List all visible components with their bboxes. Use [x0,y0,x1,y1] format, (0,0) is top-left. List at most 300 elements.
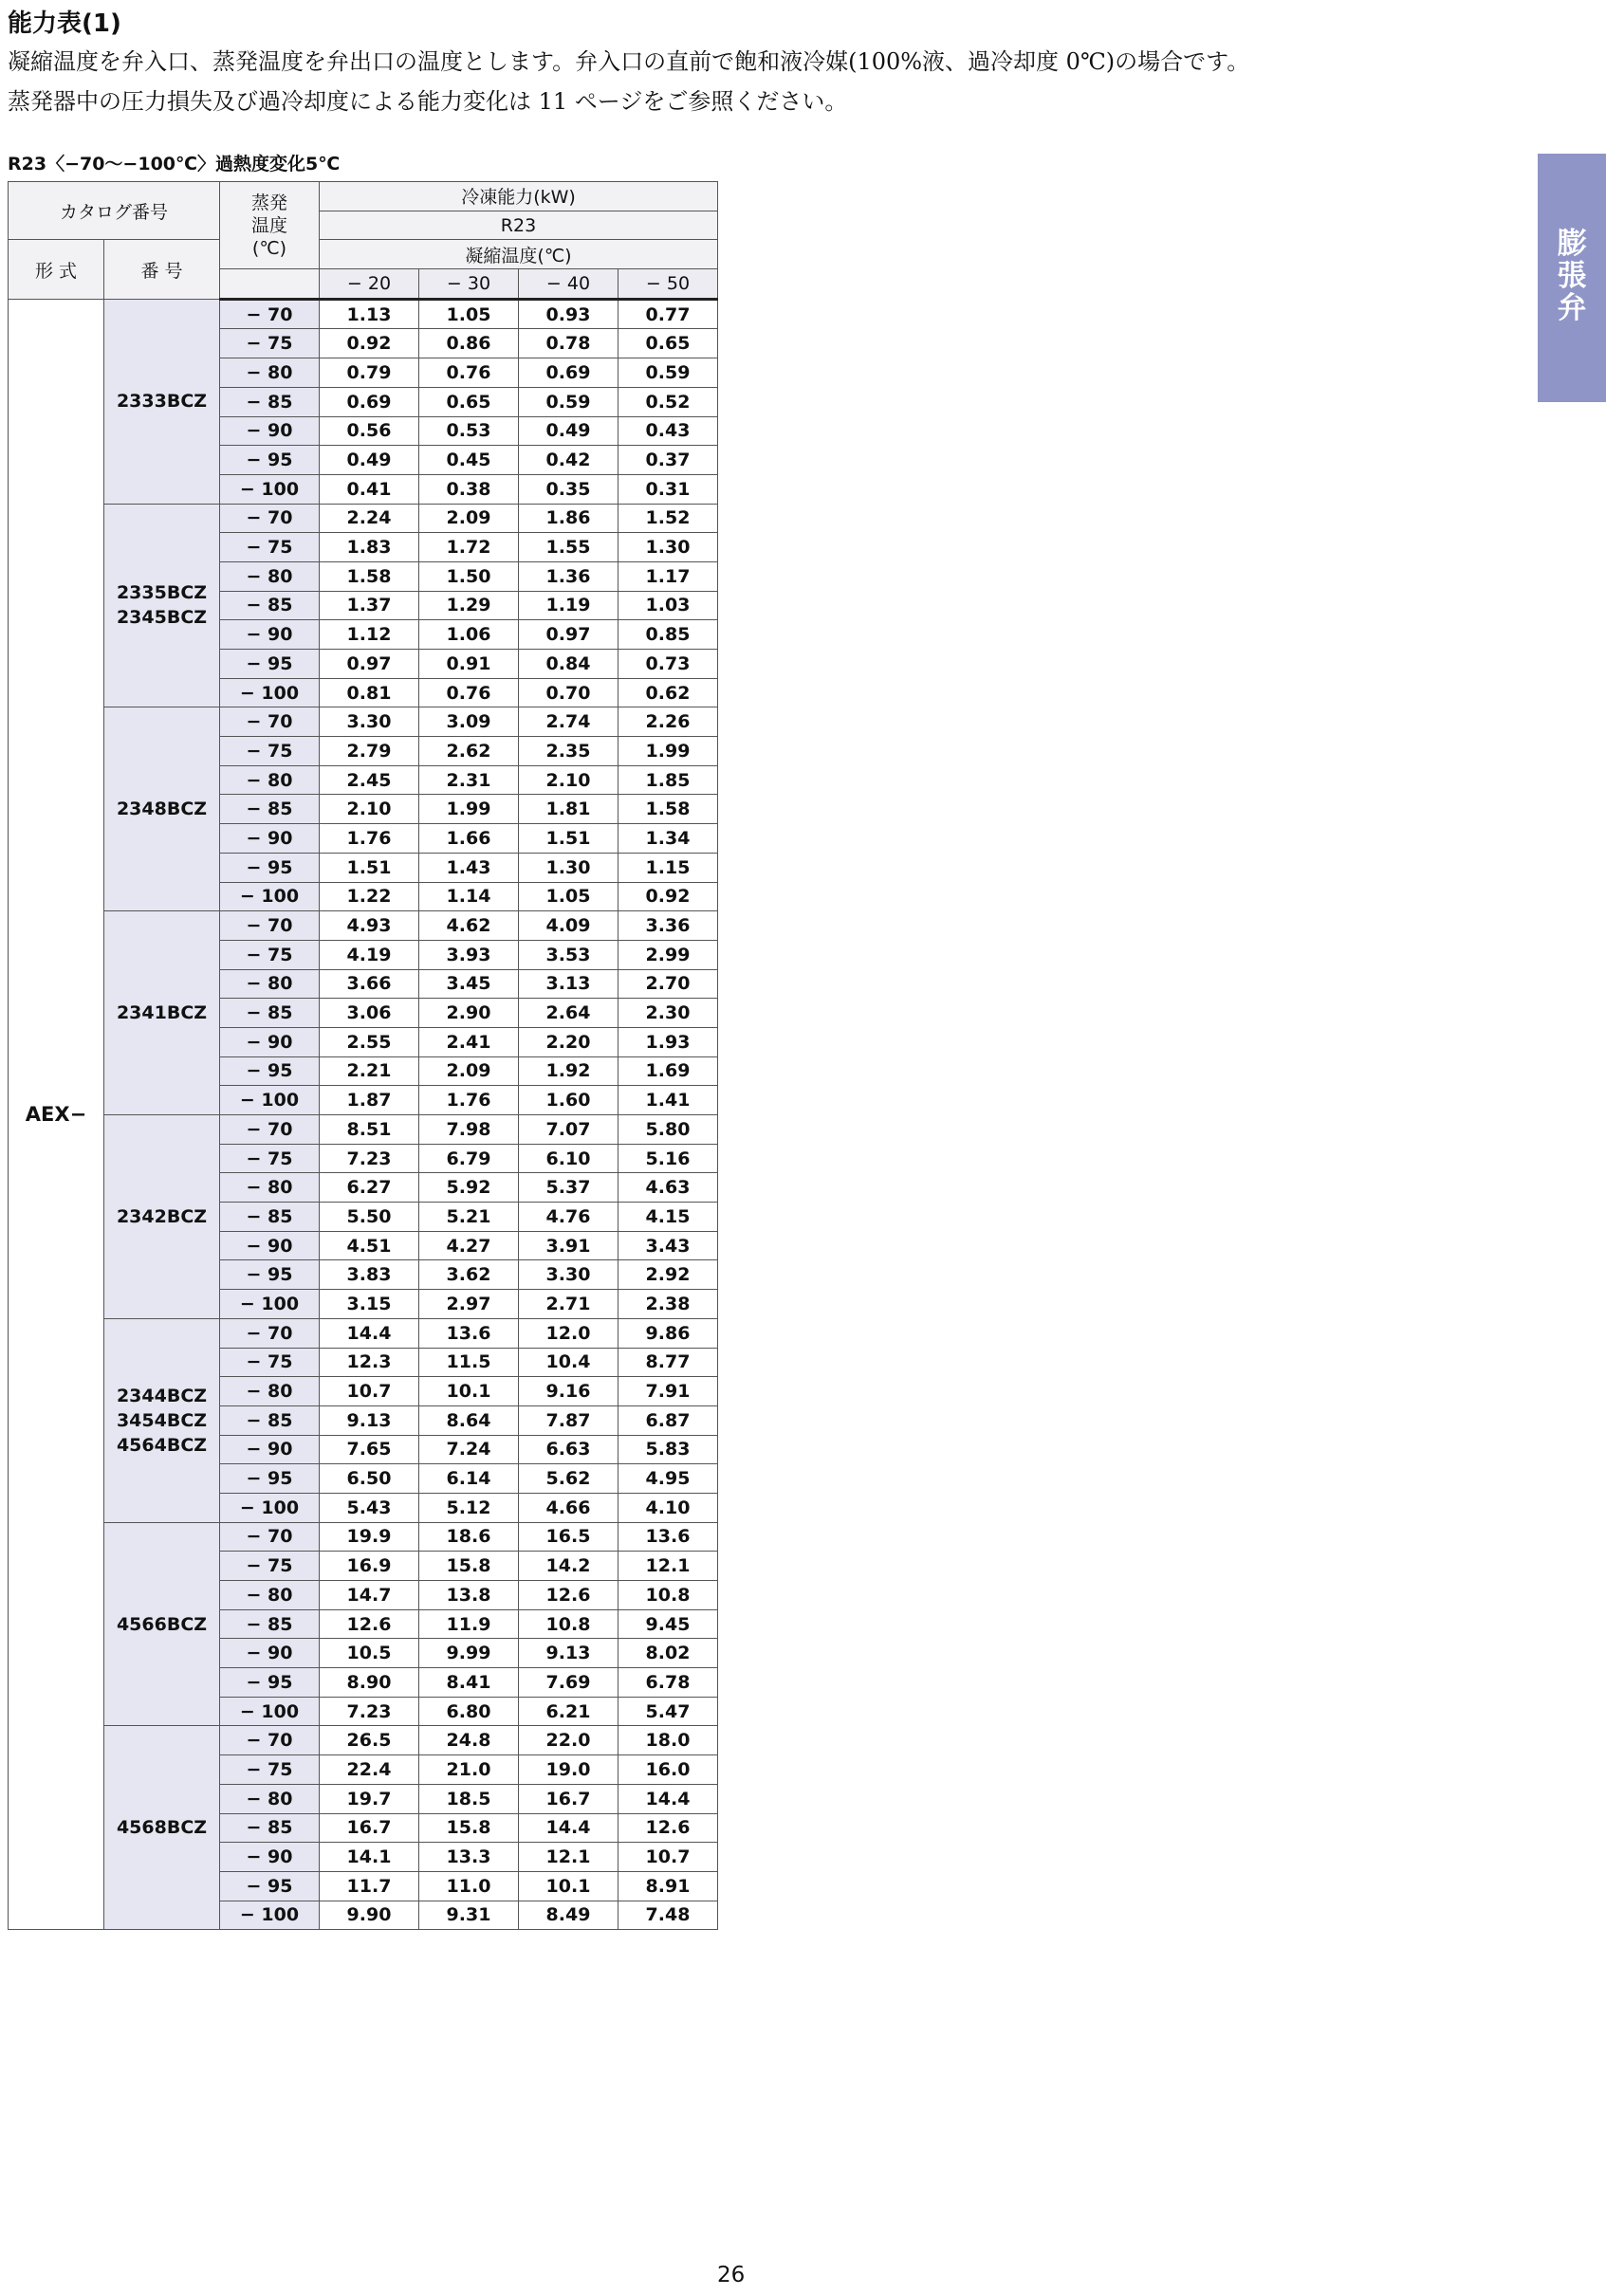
model-number: 4568BCZ [116,1817,208,1839]
capacity-value: 2.92 [618,1260,718,1290]
capacity-value: 6.80 [419,1697,519,1726]
capacity-value: 4.19 [320,940,419,969]
capacity-value: 6.21 [519,1697,618,1726]
capacity-value: 9.99 [419,1639,519,1668]
section-tab-char: 膨 [1557,227,1587,261]
capacity-value: 0.65 [618,329,718,358]
capacity-value: 0.92 [320,329,419,358]
capacity-value: 1.76 [419,1086,519,1115]
catalog-number-header: カタログ番号 [9,182,220,240]
evap-temp-cell: − 70 [220,1522,320,1552]
capacity-value: 10.5 [320,1639,419,1668]
capacity-value: 11.9 [419,1609,519,1639]
capacity-value: 5.47 [618,1697,718,1726]
capacity-value: 26.5 [320,1726,419,1755]
capacity-value: 14.1 [320,1843,419,1872]
model-cell [104,1726,220,1930]
capacity-value: 9.13 [320,1405,419,1435]
capacity-value: 8.64 [419,1405,519,1435]
evap-temp-cell: − 75 [220,1144,320,1173]
capacity-value: 12.6 [320,1609,419,1639]
capacity-value: 14.2 [519,1552,618,1581]
capacity-value: 2.09 [419,504,519,533]
capacity-value: 2.09 [419,1056,519,1086]
evap-temp-cell: − 80 [220,561,320,591]
capacity-value: 16.7 [519,1784,618,1813]
capacity-value: 0.85 [618,620,718,650]
capacity-value: 8.90 [320,1668,419,1698]
evap-temp-cell: − 95 [220,853,320,882]
capacity-value: 1.06 [419,620,519,650]
capacity-value: 2.35 [519,737,618,766]
capacity-value: 16.5 [519,1522,618,1552]
capacity-value: 19.7 [320,1784,419,1813]
intro-line-2: 蒸発器中の圧力損失及び過冷却度による能力変化は 11 ページをご参照ください。 [8,88,848,115]
capacity-value: 1.50 [419,561,519,591]
capacity-value: 2.62 [419,737,519,766]
capacity-value: 1.05 [419,299,519,329]
evap-temp-cell: − 100 [220,1697,320,1726]
capacity-value: 1.41 [618,1086,718,1115]
capacity-value: 16.0 [618,1755,718,1785]
table-row [9,1522,718,1552]
capacity-value: 8.49 [519,1901,618,1930]
model-number: 4564BCZ [116,1434,208,1456]
refrigerant-header: R23 [320,211,718,240]
capacity-value: 9.16 [519,1377,618,1406]
evap-temp-cell: − 85 [220,591,320,620]
model-number: 4566BCZ [116,1613,208,1635]
capacity-value: 2.38 [618,1290,718,1319]
capacity-value: 7.07 [519,1115,618,1145]
capacity-value: 1.83 [320,533,419,562]
capacity-value: 1.92 [519,1056,618,1086]
evap-temp-cell: − 85 [220,1609,320,1639]
capacity-value: 22.4 [320,1755,419,1785]
capacity-value: 10.1 [519,1871,618,1901]
capacity-value: 1.13 [320,299,419,329]
capacity-value: 15.8 [419,1813,519,1843]
number-header: 番 号 [104,240,220,299]
capacity-value: 2.64 [519,999,618,1028]
capacity-value: 8.77 [618,1348,718,1377]
capacity-value: 19.0 [519,1755,618,1785]
evap-temp-cell: − 70 [220,299,320,329]
table-caption: R23〈−70〜−100℃〉過熱度変化5℃ [8,154,341,174]
capacity-value: 1.19 [519,591,618,620]
capacity-value: 10.8 [519,1609,618,1639]
capacity-value: 0.59 [618,358,718,388]
evap-temp-cell: − 90 [220,416,320,446]
capacity-value: 11.7 [320,1871,419,1901]
capacity-value: 3.93 [419,940,519,969]
evap-temp-cell: − 70 [220,1726,320,1755]
capacity-value: 2.21 [320,1056,419,1086]
model-cell [104,1318,220,1522]
capacity-value: 0.73 [618,650,718,679]
evap-temp-cell: − 95 [220,1668,320,1698]
evap-temp-cell: − 75 [220,533,320,562]
evap-temp-cell: − 70 [220,1115,320,1145]
model-number: 2335BCZ [116,582,208,604]
capacity-value: 1.87 [320,1086,419,1115]
evap-temp-cell: − 75 [220,329,320,358]
intro-line-1: 凝縮温度を弁入口、蒸発温度を弁出口の温度とします。弁入口の直前で飽和液冷媒(100%液、過冷却度 0℃)の場合です。 [8,48,1250,75]
capacity-value: 1.15 [618,853,718,882]
capacity-value: 5.37 [519,1173,618,1203]
capacity-value: 0.81 [320,678,419,707]
capacity-value: 0.45 [419,446,519,475]
cond-temp-col: − 20 [320,269,419,300]
capacity-value: 0.97 [519,620,618,650]
capacity-value: 1.76 [320,824,419,854]
capacity-value: 3.15 [320,1290,419,1319]
capacity-value: 1.58 [320,561,419,591]
capacity-value: 1.86 [519,504,618,533]
capacity-value: 5.62 [519,1464,618,1494]
capacity-value: 7.24 [419,1435,519,1464]
evap-temp-cell: − 90 [220,620,320,650]
capacity-value: 12.0 [519,1318,618,1348]
capacity-value: 12.6 [618,1813,718,1843]
capacity-value: 2.24 [320,504,419,533]
capacity-value: 0.42 [519,446,618,475]
capacity-value: 18.6 [419,1522,519,1552]
capacity-value: 0.56 [320,416,419,446]
capacity-value: 2.45 [320,765,419,795]
evap-temp-cell: − 75 [220,1552,320,1581]
capacity-value: 5.12 [419,1493,519,1522]
capacity-value: 5.50 [320,1203,419,1232]
capacity-value: 4.95 [618,1464,718,1494]
capacity-value: 6.27 [320,1173,419,1203]
capacity-value: 6.79 [419,1144,519,1173]
capacity-value: 18.5 [419,1784,519,1813]
evap-temp-cell: − 85 [220,1813,320,1843]
capacity-value: 1.99 [618,737,718,766]
model-cell [104,299,220,504]
capacity-value: 3.83 [320,1260,419,1290]
capacity-value: 1.14 [419,882,519,911]
capacity-value: 2.99 [618,940,718,969]
evap-temp-cell: − 90 [220,1843,320,1872]
capacity-value: 9.45 [618,1609,718,1639]
capacity-value: 1.43 [419,853,519,882]
evap-temp-cell: − 100 [220,1901,320,1930]
capacity-value: 1.81 [519,795,618,824]
capacity-value: 1.51 [320,853,419,882]
capacity-value: 0.41 [320,474,419,504]
model-number: 2341BCZ [116,1002,208,1024]
capacity-table-body [9,299,718,1930]
type-cell: AEX− [9,299,104,1930]
capacity-value: 2.55 [320,1027,419,1056]
capacity-value: 2.30 [618,999,718,1028]
capacity-value: 3.45 [419,969,519,999]
form-header: 形 式 [9,240,104,299]
evap-temp-cell: − 95 [220,446,320,475]
capacity-value: 0.37 [618,446,718,475]
section-tab-char: 張 [1557,259,1587,293]
capacity-value: 2.90 [419,999,519,1028]
evap-temp-cell: − 80 [220,1784,320,1813]
evap-temp-cell: − 70 [220,707,320,737]
capacity-value: 1.03 [618,591,718,620]
evap-temp-cell: − 95 [220,1260,320,1290]
model-number: 2348BCZ [116,799,208,820]
capacity-value: 6.50 [320,1464,419,1494]
evap-temp-cell: − 80 [220,358,320,388]
capacity-value: 0.69 [519,358,618,388]
section-tab [1538,154,1606,402]
capacity-value: 2.74 [519,707,618,737]
evap-temp-cell: − 90 [220,1435,320,1464]
capacity-value: 1.36 [519,561,618,591]
model-number: 2345BCZ [116,607,208,629]
capacity-value: 1.69 [618,1056,718,1086]
section-tab-char: 弁 [1557,291,1587,325]
capacity-value: 19.9 [320,1522,419,1552]
capacity-value: 21.0 [419,1755,519,1785]
header-spacer [220,269,320,300]
evap-temp-cell: − 70 [220,911,320,941]
capacity-value: 14.7 [320,1581,419,1610]
capacity-value: 0.79 [320,358,419,388]
evap-temp-cell: − 90 [220,1027,320,1056]
capacity-value: 3.53 [519,940,618,969]
capacity-value: 4.15 [618,1203,718,1232]
capacity-value: 3.66 [320,969,419,999]
table-row [9,911,718,941]
evap-temp-cell: − 85 [220,999,320,1028]
capacity-value: 0.43 [618,416,718,446]
model-cell [104,911,220,1115]
cond-temp-col: − 30 [419,269,519,300]
table-row [9,1115,718,1145]
evap-temp-cell: − 80 [220,1377,320,1406]
capacity-value: 4.09 [519,911,618,941]
capacity-value: 0.76 [419,678,519,707]
capacity-value: 8.91 [618,1871,718,1901]
capacity-value: 12.3 [320,1348,419,1377]
capacity-value: 4.62 [419,911,519,941]
capacity-value: 0.49 [519,416,618,446]
capacity-value: 10.8 [618,1581,718,1610]
capacity-value: 5.80 [618,1115,718,1145]
capacity-value: 5.43 [320,1493,419,1522]
evap-temp-cell: − 85 [220,1203,320,1232]
capacity-value: 2.79 [320,737,419,766]
cond-temp-col: − 40 [519,269,618,300]
capacity-value: 14.4 [519,1813,618,1843]
capacity-header: 冷凍能力(kW) [320,182,718,211]
evap-temp-cell: − 100 [220,1086,320,1115]
capacity-value: 1.05 [519,882,618,911]
evap-temp-cell: − 85 [220,387,320,416]
table-row [9,1318,718,1348]
capacity-value: 4.93 [320,911,419,941]
evaporating-temp-header: 蒸発 温度 (℃) [220,182,320,269]
capacity-value: 4.63 [618,1173,718,1203]
model-cell [104,1115,220,1319]
capacity-value: 0.53 [419,416,519,446]
capacity-value: 2.26 [618,707,718,737]
evap-temp-cell: − 80 [220,969,320,999]
capacity-value: 4.10 [618,1493,718,1522]
capacity-value: 0.78 [519,329,618,358]
capacity-value: 7.23 [320,1144,419,1173]
capacity-value: 13.3 [419,1843,519,1872]
capacity-value: 2.97 [419,1290,519,1319]
capacity-value: 0.93 [519,299,618,329]
capacity-value: 0.59 [519,387,618,416]
capacity-value: 5.83 [618,1435,718,1464]
capacity-value: 4.66 [519,1493,618,1522]
capacity-value: 6.78 [618,1668,718,1698]
capacity-value: 6.10 [519,1144,618,1173]
capacity-value: 7.23 [320,1697,419,1726]
evap-temp-cell: − 95 [220,1464,320,1494]
capacity-value: 14.4 [320,1318,419,1348]
evap-temp-cell: − 90 [220,1231,320,1260]
page-number: 26 [717,2263,746,2287]
model-number: 2342BCZ [116,1205,208,1227]
capacity-value: 0.77 [618,299,718,329]
capacity-value: 8.02 [618,1639,718,1668]
capacity-value: 1.34 [618,824,718,854]
capacity-value: 0.31 [618,474,718,504]
model-number: 2344BCZ [116,1385,208,1406]
capacity-value: 3.06 [320,999,419,1028]
model-cell [104,504,220,707]
table-row [9,707,718,737]
capacity-value: 6.87 [618,1405,718,1435]
capacity-value: 1.66 [419,824,519,854]
capacity-value: 0.86 [419,329,519,358]
capacity-value: 3.13 [519,969,618,999]
capacity-value: 5.92 [419,1173,519,1203]
capacity-value: 0.84 [519,650,618,679]
evap-temp-cell: − 80 [220,1581,320,1610]
capacity-value: 1.30 [519,853,618,882]
model-cell [104,1522,220,1726]
capacity-value: 2.10 [519,765,618,795]
capacity-value: 24.8 [419,1726,519,1755]
capacity-value: 4.51 [320,1231,419,1260]
capacity-value: 1.72 [419,533,519,562]
capacity-value: 6.63 [519,1435,618,1464]
table-row [9,504,718,533]
capacity-value: 9.90 [320,1901,419,1930]
capacity-value: 5.21 [419,1203,519,1232]
capacity-value: 13.8 [419,1581,519,1610]
capacity-value: 3.91 [519,1231,618,1260]
capacity-value: 1.17 [618,561,718,591]
evap-temp-cell: − 95 [220,1056,320,1086]
capacity-value: 1.52 [618,504,718,533]
capacity-value: 16.7 [320,1813,419,1843]
capacity-value: 7.65 [320,1435,419,1464]
capacity-value: 2.31 [419,765,519,795]
capacity-value: 0.35 [519,474,618,504]
capacity-value: 3.09 [419,707,519,737]
capacity-value: 1.30 [618,533,718,562]
capacity-table [8,181,718,1930]
capacity-value: 0.92 [618,882,718,911]
capacity-value: 4.27 [419,1231,519,1260]
capacity-value: 10.1 [419,1377,519,1406]
capacity-value: 0.70 [519,678,618,707]
capacity-value: 11.0 [419,1871,519,1901]
capacity-value: 16.9 [320,1552,419,1581]
evap-temp-cell: − 70 [220,504,320,533]
condensing-temp-header: 凝縮温度(℃) [320,240,718,269]
capacity-value: 3.30 [320,707,419,737]
capacity-value: 7.91 [618,1377,718,1406]
capacity-value: 13.6 [419,1318,519,1348]
capacity-value: 12.1 [618,1552,718,1581]
cond-temp-col: − 50 [618,269,718,300]
capacity-value: 0.91 [419,650,519,679]
capacity-value: 9.86 [618,1318,718,1348]
capacity-value: 7.98 [419,1115,519,1145]
capacity-value: 5.16 [618,1144,718,1173]
evap-temp-cell: − 75 [220,1348,320,1377]
capacity-value: 2.70 [618,969,718,999]
evap-temp-cell: − 70 [220,1318,320,1348]
evap-temp-cell: − 95 [220,1871,320,1901]
evap-temp-cell: − 100 [220,1290,320,1319]
evap-temp-cell: − 100 [220,882,320,911]
capacity-value: 0.49 [320,446,419,475]
capacity-value: 0.62 [618,678,718,707]
capacity-value: 9.13 [519,1639,618,1668]
capacity-value: 13.6 [618,1522,718,1552]
capacity-value: 3.43 [618,1231,718,1260]
capacity-value: 0.69 [320,387,419,416]
capacity-value: 4.76 [519,1203,618,1232]
evap-temp-cell: − 80 [220,1173,320,1203]
capacity-value: 1.55 [519,533,618,562]
capacity-value: 11.5 [419,1348,519,1377]
evap-temp-cell: − 100 [220,678,320,707]
capacity-value: 22.0 [519,1726,618,1755]
intro-text [8,42,1249,121]
capacity-value: 8.41 [419,1668,519,1698]
capacity-value: 2.20 [519,1027,618,1056]
evap-temp-cell: − 75 [220,737,320,766]
table-row [9,1726,718,1755]
capacity-value: 9.31 [419,1901,519,1930]
capacity-value: 0.52 [618,387,718,416]
capacity-value: 8.51 [320,1115,419,1145]
evap-temp-cell: − 80 [220,765,320,795]
capacity-value: 7.69 [519,1668,618,1698]
capacity-value: 12.1 [519,1843,618,1872]
capacity-value: 1.58 [618,795,718,824]
evap-temp-cell: − 95 [220,650,320,679]
capacity-value: 15.8 [419,1552,519,1581]
capacity-value: 2.41 [419,1027,519,1056]
capacity-value: 0.65 [419,387,519,416]
model-number: 2333BCZ [116,391,208,413]
capacity-value: 0.97 [320,650,419,679]
capacity-value: 1.85 [618,765,718,795]
capacity-value: 1.93 [618,1027,718,1056]
page-title: 能力表(1) [8,9,121,38]
capacity-value: 3.36 [618,911,718,941]
capacity-value: 10.7 [320,1377,419,1406]
